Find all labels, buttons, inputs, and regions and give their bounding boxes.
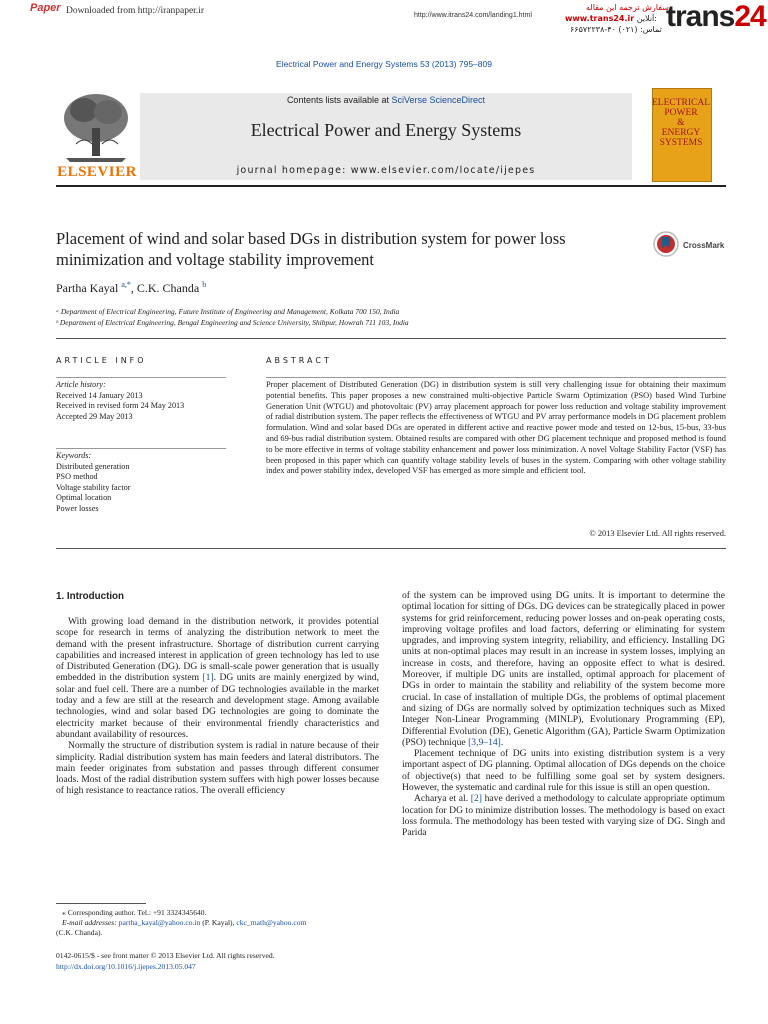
email-owner: (P. Kayal), xyxy=(200,918,237,927)
introduction-heading: 1. Introduction xyxy=(56,591,125,602)
author-name: Partha Kayal xyxy=(56,281,119,295)
info-divider xyxy=(56,448,226,449)
history-label: Article history: xyxy=(56,380,106,389)
keyword: Distributed generation xyxy=(56,461,130,471)
keyword: Voltage stability factor xyxy=(56,482,131,492)
paper-logo xyxy=(30,2,61,14)
body-paragraph xyxy=(402,793,725,838)
order-translation-link[interactable]: سفارش ترجمه این مقاله xyxy=(586,3,669,12)
article-info-heading: ARTICLE INFO xyxy=(56,356,147,365)
article-history xyxy=(56,380,226,422)
article-title: Placement of wind and solar based DGs in distribution system for power loss minimization and voltage stability improvement xyxy=(56,229,566,269)
doi-link[interactable]: http://dx.doi.org/10.1016/j.ijepes.2013.05.047 xyxy=(56,962,196,971)
affiliation-b: ᵇ Department of Electrical Engineering, Bengal Engineering and Science University, Shibpur, Howrah 711 103, India xyxy=(56,318,409,327)
left-column xyxy=(56,616,379,797)
corr-note: ⁎ Corresponding author. Tel.: +91 3324345640. xyxy=(62,908,207,917)
author-name: C.K. Chanda xyxy=(136,281,200,295)
intro-paragraph: Normally the structure of distribution system is radial in nature because of their simplicity. Radial distribution system has main feeders and lateral distributors. The main feeder originates from substation and passes through different consumer loads. Most of the radial distribution system suffers with high power losses because of high resistance to reactance ratios. The overall efficiency xyxy=(56,740,379,797)
header-divider xyxy=(56,185,726,187)
cover-line: & xyxy=(677,118,685,128)
sciencedirect-link[interactable]: SciVerse ScienceDirect xyxy=(391,95,486,105)
history-item: Accepted 29 May 2013 xyxy=(56,411,133,421)
download-source: Downloaded from http://iranpaper.ir xyxy=(66,6,204,16)
email-link[interactable]: partha_kayal@yahoo.co.in xyxy=(118,918,201,927)
ref-link[interactable]: [3,9–14] xyxy=(468,736,501,748)
contents-prefix: Contents lists available at xyxy=(286,95,392,105)
author-affil-mark[interactable]: a,* xyxy=(121,280,131,289)
abstract-heading: ABSTRACT xyxy=(266,356,332,365)
keywords-label: Keywords: xyxy=(56,451,92,460)
cover-line: POWER xyxy=(664,108,698,118)
journal-citation[interactable]: Electrical Power and Energy Systems 53 (2013) 795–809 xyxy=(276,59,492,69)
author-affil-mark[interactable]: b xyxy=(202,280,207,289)
logo-num: 24 xyxy=(734,0,766,33)
intro-p1: With growing load demand in the distribution network, it provides potential scope for research in terms of analyzing the distribution network to meet the demand with the present infrastructure. Shortage of distribution current carrying capabilities and increased interest in application of green technology has led to use of Distributed Generation (DG). DG is small-scale power generation that is usually embedded in the distribution system xyxy=(56,616,379,684)
elsevier-logo[interactable]: ELSEVIER xyxy=(57,164,137,180)
affiliation-a: ᵃ Department of Electrical Engineering, Future Institute of Engineering and Management, Kolkata 700 150, India xyxy=(56,307,400,316)
right-column xyxy=(402,590,725,839)
abstract-text: Proper placement of Distributed Generation (DG) in distribution system is still very challenging issue for obtaining their maximum potential benefits. This paper proposes a new constrained multi-objective Particle Swarm Optimization (PSO) based Wind Turbine Generation Unit (WTGU) and photovoltaic (PV) array placement approach for power loss reduction and voltage stability improvement of radial distribution system. The paper reflects the effectiveness of WTGU and PV array performance models in DG placement problem formulation. Wind and solar based DGs are operated in different active and reactive power mode and tested on 12-bus, 15-bus, 33-bus and 69-bus radial distribution system. Obtained results are compared with other DG placement technique and proposed method is found to be more effective in terms of voltage stability enhancement and power loss minimization. A novel Voltage Stability Factor (VSF) has been proposed in this paper which can quantify voltage stability levels of buses in the system. Comparing with other voltage stability index and power stability index, developed VSF has emerged as more simple and efficient tool. xyxy=(266,380,726,476)
crossmark-icon[interactable] xyxy=(653,231,679,257)
ref-link[interactable]: [2] xyxy=(470,793,482,805)
journal-homepage[interactable]: journal homepage: www.elsevier.com/locate/ijepes xyxy=(236,165,536,176)
history-item: Received 14 January 2013 xyxy=(56,390,143,400)
body-r3a: Acharya et al. xyxy=(414,793,471,805)
contents-line xyxy=(140,95,632,105)
ref-link[interactable]: [1] xyxy=(202,672,214,684)
body-r1: of the system can be improved using DG units. It is important to determine the optimal location for sitting of DGs. DG devices can be strategically placed in power systems for grid reinforcement, reducing power losses and on-peak operating costs, improving voltage profiles and load factors, deferring or eliminating for system upgrades, and improving system integrity, reliability, and efficiency. Installing DG units at non-optimal places may result in an increase in system losses, implying an increase in costs, and therefore, having an opposite effect to what is desired. Moreover, if multiple DG units are installed, optimal approach for placement of DGs in order to maintain the stability and reliability of the system become more crucial. In case of installation of multiple DGs, the problems of optimal placement and sizing of DGs are normally solved by optimization techniques such as Mixed Integer Non-Linear Programming (MINLP), Evolutionary Programming (EP), Differential Evolution (DE), Genetic Algorithm (GA), Particle Swarm Optimization (PSO) technique xyxy=(402,590,725,748)
footnote-divider xyxy=(56,903,146,904)
body-r1b: . xyxy=(500,736,504,748)
email-link[interactable]: ckc_math@yahoo.com xyxy=(236,918,307,927)
itrans-link[interactable]: http://www.itrans24.com/landing1.html xyxy=(414,12,532,19)
journal-cover-title xyxy=(652,98,710,148)
email-owner: (C.K. Chanda). xyxy=(56,928,103,937)
cover-line: ELECTRICAL xyxy=(652,98,711,108)
body-r3b: have derived a methodology to calculate appropriate optimum location for DG to minimize distribution losses. The methodology is based on exact loss formula. The methodology has been tested with varying size of DG. Singh and Parida xyxy=(402,793,725,839)
intro-p1b: . DG units are mainly energized by wind, solar and fuel cell. There are a number of DG technologies available in the market today and a few are still at the research and development stage. Among available technologies, wind and solar based DG technologies are going to dominate the electricity market because of their environmental friendly characteristics and abundant availability of resources. xyxy=(56,672,379,740)
phone-label: تماس: (۰۲۱) ۴۰-۶۶۵۷۲۲۳۸ xyxy=(570,25,662,34)
corresponding-author xyxy=(56,908,386,938)
crossmark-label[interactable]: CrossMark xyxy=(683,241,725,250)
keyword: PSO method xyxy=(56,472,98,482)
abstract-divider xyxy=(266,377,726,378)
keywords-block xyxy=(56,451,226,515)
online-label xyxy=(565,14,657,23)
info-divider xyxy=(56,377,226,378)
email-label: E-mail addresses: xyxy=(62,918,119,927)
issn-line: 0142-0615/$ - see front matter © 2013 Elsevier Ltd. All rights reserved. xyxy=(56,951,275,960)
logo-main: trans xyxy=(666,0,735,33)
paper-logo-text: Paper xyxy=(30,2,61,14)
abstract-bottom-divider xyxy=(56,548,726,549)
body-paragraph: Placement technique of DG units into existing distribution system is a very important aspect of DG planning. Optimal allocation of DGs depends on the choice of objective(s) that need to be fulfilling some goal set by system designers. However, the systematic and cardinal rule for this issue is still an open question. xyxy=(402,748,725,794)
cover-line: ENERGY xyxy=(661,128,701,138)
keyword: Optimal location xyxy=(56,493,112,503)
intro-paragraph xyxy=(56,616,379,740)
online-label-text: آنلاین: xyxy=(636,14,657,23)
journal-name: Electrical Power and Energy Systems xyxy=(250,120,522,140)
abstract-copyright: © 2013 Elsevier Ltd. All rights reserved. xyxy=(589,529,726,538)
author-list: Partha Kayal $^{a,*}$, C.K. Chanda $^b$ xyxy=(56,280,207,295)
online-site[interactable]: www.trans24.ir xyxy=(565,14,635,23)
trans24-logo[interactable] xyxy=(666,0,766,34)
keyword: Power losses xyxy=(56,503,99,513)
section-divider xyxy=(56,338,726,339)
cover-line: SYSTEMS xyxy=(659,138,703,148)
history-item: Received in revised form 24 May 2013 xyxy=(56,401,185,411)
body-paragraph xyxy=(402,590,725,748)
